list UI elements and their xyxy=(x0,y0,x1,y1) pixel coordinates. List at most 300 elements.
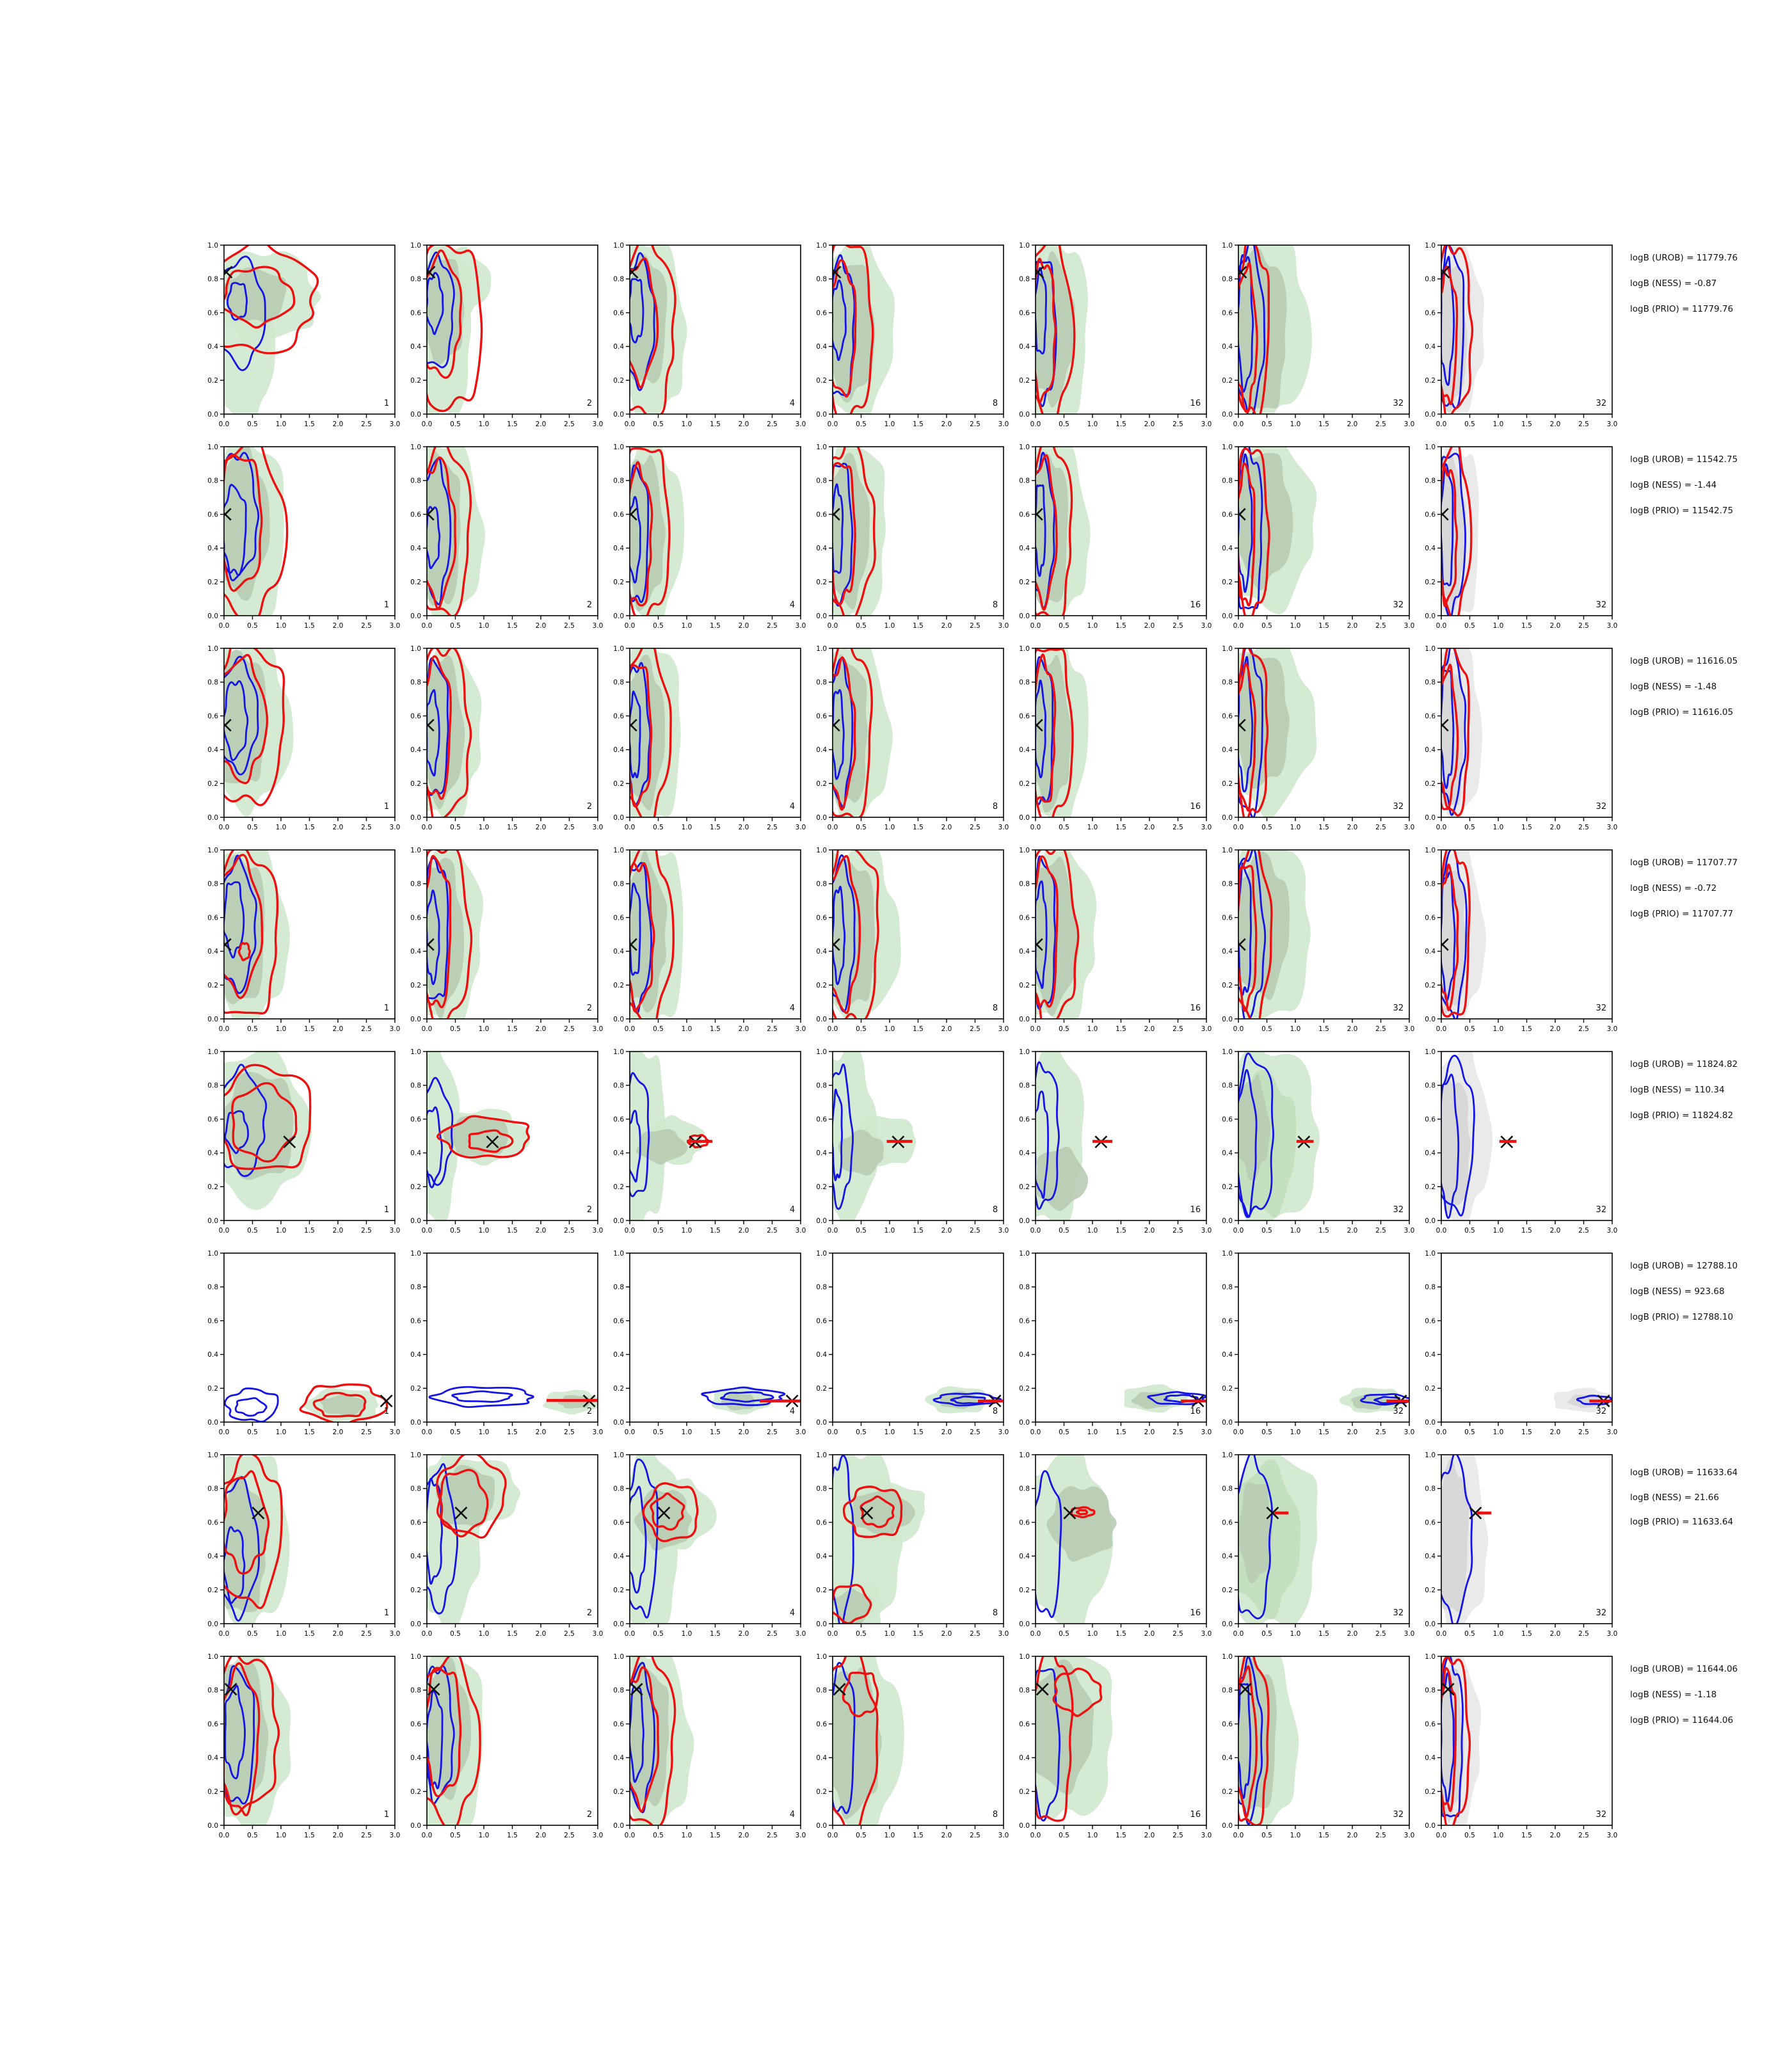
x-tick-label: 1.5 xyxy=(507,1227,518,1235)
x-tick-label: 0.0 xyxy=(1233,622,1244,630)
contour-layers xyxy=(1432,1644,1482,1834)
x-tick-label: 2.5 xyxy=(767,1227,778,1235)
y-tick-label: 1.0 xyxy=(816,1048,827,1056)
chain-count-label: 32 xyxy=(1393,1003,1404,1013)
y-tick-label: 0.6 xyxy=(816,1317,827,1325)
x-tick-label: 1.0 xyxy=(884,622,895,630)
contour-layers xyxy=(1224,1647,1299,1839)
y-tick-label: 0.8 xyxy=(816,880,827,888)
x-tick-label: 0.0 xyxy=(1030,1428,1041,1436)
subplot-r6-c4 xyxy=(799,1244,1016,1444)
y-tick-label: 0.4 xyxy=(410,545,421,553)
y-tick-label: 0.4 xyxy=(1425,1553,1436,1561)
y-tick-label: 0.8 xyxy=(1222,275,1233,284)
x-tick-label: 0.0 xyxy=(1030,420,1041,428)
y-tick-label: 0.2 xyxy=(816,1183,827,1191)
y-tick-label: 0.8 xyxy=(1222,1283,1233,1292)
contour-layers xyxy=(815,433,886,629)
x-tick-label: 2.5 xyxy=(1578,824,1589,831)
y-tick-label: 0.4 xyxy=(613,1351,624,1359)
x-tick-label: 0.0 xyxy=(218,1025,230,1033)
y-tick-label: 0.6 xyxy=(1425,1116,1436,1124)
y-tick-label: 0.4 xyxy=(816,1553,827,1561)
x-tick-label: 2.5 xyxy=(1375,1630,1386,1638)
x-tick-label: 1.5 xyxy=(1116,1832,1126,1839)
chain-count-label: 16 xyxy=(1190,1608,1201,1618)
x-tick-label: 0.5 xyxy=(653,420,664,428)
y-tick-label: 0.8 xyxy=(1019,1485,1030,1493)
x-tick-label: 2.5 xyxy=(361,622,372,630)
x-tick-label: 0.0 xyxy=(1436,420,1447,428)
x-tick-label: 0.5 xyxy=(653,824,664,831)
x-tick-label: 3.0 xyxy=(1606,622,1618,630)
y-tick-label: 0.4 xyxy=(207,746,218,755)
x-tick-label: 1.5 xyxy=(913,824,924,831)
x-tick-label: 2.5 xyxy=(1578,1630,1589,1638)
chain-count-label: 16 xyxy=(1190,801,1201,812)
y-tick-label: 0.4 xyxy=(410,343,421,351)
y-tick-label: 0.8 xyxy=(1019,1082,1030,1090)
y-tick-label: 1.0 xyxy=(1019,443,1030,451)
y-tick-label: 0.6 xyxy=(1425,511,1436,519)
contour-layers xyxy=(1431,644,1482,828)
x-tick-label: 0.0 xyxy=(624,1227,636,1235)
x-tick-label: 0.0 xyxy=(827,622,838,630)
x-tick-label: 0.5 xyxy=(653,622,664,630)
chain-count-label: 2 xyxy=(586,398,593,408)
x-tick-label: 2.5 xyxy=(970,1227,980,1235)
axis-ticks xyxy=(613,1250,806,1436)
x-tick-label: 1.0 xyxy=(478,1025,490,1033)
y-tick-label: 0.2 xyxy=(1425,1788,1436,1796)
y-tick-label: 0.0 xyxy=(1425,410,1436,419)
x-tick-label: 0.0 xyxy=(1436,622,1447,630)
y-tick-label: 0.2 xyxy=(1425,780,1436,788)
x-tick-label: 0.5 xyxy=(1464,1832,1475,1839)
x-tick-label: 3.0 xyxy=(592,824,604,831)
y-tick-label: 0.0 xyxy=(207,612,218,620)
y-tick-label: 0.8 xyxy=(410,1485,421,1493)
y-tick-label: 1.0 xyxy=(410,1652,421,1661)
filled-contour xyxy=(621,253,667,383)
y-tick-label: 1.0 xyxy=(410,1249,421,1258)
x-tick-label: 1.5 xyxy=(913,622,924,630)
x-tick-label: 2.5 xyxy=(361,1428,372,1436)
x-tick-label: 2.0 xyxy=(535,622,547,630)
x-tick-label: 2.5 xyxy=(1375,622,1386,630)
x-tick-label: 3.0 xyxy=(998,1025,1009,1033)
chain-count-label: 2 xyxy=(586,1608,593,1618)
x-tick-label: 0.5 xyxy=(1261,420,1272,428)
subplot-r8-c3 xyxy=(596,1647,813,1847)
y-tick-label: 0.0 xyxy=(1425,1418,1436,1427)
y-tick-label: 0.6 xyxy=(410,1519,421,1527)
y-tick-label: 0.6 xyxy=(1019,712,1030,721)
y-tick-label: 0.4 xyxy=(410,746,421,755)
x-tick-label: 3.0 xyxy=(1201,420,1212,428)
y-tick-label: 0.6 xyxy=(410,1317,421,1325)
x-tick-label: 3.0 xyxy=(389,1428,401,1436)
y-tick-label: 0.4 xyxy=(1019,1553,1030,1561)
y-tick-label: 0.8 xyxy=(1425,1082,1436,1090)
y-tick-label: 1.0 xyxy=(816,443,827,451)
y-tick-label: 0.6 xyxy=(816,511,827,519)
x-tick-label: 2.0 xyxy=(1549,1025,1561,1033)
x-tick-label: 1.0 xyxy=(1290,1428,1301,1436)
logb-urob-row5: logB (UROB) = 11824.82 xyxy=(1630,1059,1738,1069)
y-tick-label: 0.8 xyxy=(613,678,624,687)
x-tick-label: 1.0 xyxy=(1492,622,1504,630)
x-tick-label: 3.0 xyxy=(1201,1227,1212,1235)
y-tick-label: 0.6 xyxy=(207,309,218,317)
x-tick-label: 2.0 xyxy=(1347,1630,1358,1638)
subplot-r1-c3 xyxy=(596,236,813,436)
y-tick-label: 0.6 xyxy=(613,1720,624,1729)
x-tick-label: 0.0 xyxy=(1233,1227,1244,1235)
x-tick-label: 1.5 xyxy=(1318,824,1329,831)
x-tick-label: 3.0 xyxy=(389,622,401,630)
contour-layers xyxy=(1219,237,1312,430)
subplot-r3-c3 xyxy=(596,639,813,839)
subplot-r5-c5 xyxy=(1002,1043,1219,1242)
y-tick-label: 0.2 xyxy=(1019,1587,1030,1594)
y-tick-label: 0.4 xyxy=(410,1351,421,1359)
x-tick-label: 2.0 xyxy=(1549,1832,1561,1839)
x-tick-label: 2.5 xyxy=(1578,1832,1589,1839)
chain-count-label: 16 xyxy=(1190,398,1201,408)
x-tick-label: 2.5 xyxy=(564,420,575,428)
y-tick-label: 0.8 xyxy=(1019,1686,1030,1695)
x-tick-label: 1.0 xyxy=(681,1428,692,1436)
subplot-r4-c2 xyxy=(394,841,611,1041)
y-tick-label: 0.6 xyxy=(1425,914,1436,922)
x-tick-label: 0.0 xyxy=(1436,824,1447,831)
x-tick-label: 1.5 xyxy=(913,1630,924,1638)
x-tick-label: 1.0 xyxy=(275,622,287,630)
y-tick-label: 0.8 xyxy=(613,1082,624,1090)
logb-ness-row1: logB (NESS) = -0.87 xyxy=(1630,278,1717,289)
y-tick-label: 0.2 xyxy=(613,377,624,385)
subplot-r8-c2 xyxy=(394,1647,611,1847)
y-tick-label: 0.2 xyxy=(410,579,421,586)
x-tick-label: 1.5 xyxy=(507,1832,518,1839)
x-tick-label: 3.0 xyxy=(1201,1832,1212,1839)
chain-count-label: 4 xyxy=(789,1608,796,1618)
x-tick-label: 1.5 xyxy=(913,420,924,428)
y-tick-label: 1.0 xyxy=(207,644,218,653)
x-tick-label: 3.0 xyxy=(1404,622,1415,630)
x-tick-label: 1.5 xyxy=(507,420,518,428)
y-tick-label: 0.8 xyxy=(207,1082,218,1090)
chain-count-label: 32 xyxy=(1596,801,1607,812)
x-tick-label: 1.0 xyxy=(884,420,895,428)
x-tick-label: 2.5 xyxy=(767,1025,778,1033)
x-tick-label: 3.0 xyxy=(389,1025,401,1033)
x-tick-label: 1.0 xyxy=(681,622,692,630)
y-tick-label: 0.4 xyxy=(1425,948,1436,956)
y-tick-label: 1.0 xyxy=(207,443,218,451)
x-tick-label: 0.0 xyxy=(1030,1630,1041,1638)
x-tick-label: 0.5 xyxy=(1261,1025,1272,1033)
y-tick-label: 0.8 xyxy=(613,477,624,485)
y-tick-label: 0.0 xyxy=(613,1217,624,1225)
x-tick-label: 1.5 xyxy=(507,824,518,831)
y-tick-label: 0.0 xyxy=(613,1620,624,1628)
y-tick-label: 0.6 xyxy=(613,1519,624,1527)
x-tick-label: 3.0 xyxy=(1404,1630,1415,1638)
filled-contour xyxy=(1432,1075,1470,1215)
chain-count-label: 1 xyxy=(383,1204,390,1215)
subplot-r2-c5 xyxy=(1002,438,1219,637)
subplot-r5-c3 xyxy=(596,1043,813,1242)
y-tick-label: 0.4 xyxy=(613,343,624,351)
x-tick-label: 1.5 xyxy=(710,1428,721,1436)
y-tick-label: 0.4 xyxy=(207,1754,218,1763)
y-tick-label: 0.4 xyxy=(1222,545,1233,553)
y-tick-label: 1.0 xyxy=(207,241,218,250)
y-tick-label: 0.6 xyxy=(410,914,421,922)
x-tick-label: 2.0 xyxy=(332,824,344,831)
x-tick-label: 2.5 xyxy=(1172,1025,1183,1033)
y-tick-label: 0.0 xyxy=(1222,1620,1233,1628)
subplot-r4-c5 xyxy=(1002,841,1219,1041)
x-tick-label: 0.5 xyxy=(856,1832,867,1839)
y-tick-label: 0.2 xyxy=(410,1788,421,1796)
contour-layers xyxy=(411,831,483,1032)
x-tick-label: 1.0 xyxy=(1087,1832,1098,1839)
y-tick-label: 1.0 xyxy=(1019,1048,1030,1056)
x-tick-label: 0.5 xyxy=(450,420,461,428)
x-tick-label: 1.0 xyxy=(681,1630,692,1638)
x-tick-label: 2.5 xyxy=(767,824,778,831)
y-tick-label: 0.8 xyxy=(1222,1686,1233,1695)
y-tick-label: 0.6 xyxy=(207,1720,218,1729)
y-tick-label: 0.2 xyxy=(816,377,827,385)
chain-count-label: 2 xyxy=(586,600,593,610)
x-tick-label: 1.0 xyxy=(478,1227,490,1235)
y-tick-label: 0.2 xyxy=(613,1183,624,1191)
x-tick-label: 3.0 xyxy=(795,1630,806,1638)
y-tick-label: 0.0 xyxy=(1425,1821,1436,1830)
chain-count-label: 8 xyxy=(992,1608,998,1618)
chain-count-label: 4 xyxy=(789,1204,796,1215)
y-tick-label: 1.0 xyxy=(207,846,218,854)
contour-layers xyxy=(1020,833,1096,1030)
y-tick-label: 0.4 xyxy=(1019,1754,1030,1763)
x-tick-label: 2.0 xyxy=(738,1025,749,1033)
y-tick-label: 1.0 xyxy=(1019,1249,1030,1258)
x-tick-label: 0.5 xyxy=(1059,1227,1069,1235)
subplot-r7-c5 xyxy=(1002,1446,1219,1645)
x-tick-label: 1.0 xyxy=(478,622,490,630)
contour-layers xyxy=(1432,840,1486,1029)
x-tick-label: 2.0 xyxy=(738,622,749,630)
y-tick-label: 0.6 xyxy=(410,511,421,519)
x-tick-label: 2.0 xyxy=(332,1025,344,1033)
x-tick-label: 3.0 xyxy=(795,1227,806,1235)
subplot-r7-c3 xyxy=(596,1446,813,1645)
x-tick-label: 2.0 xyxy=(535,1025,547,1033)
y-tick-label: 1.0 xyxy=(1425,443,1436,451)
x-tick-label: 1.5 xyxy=(1521,1630,1532,1638)
subplot-r7-c6 xyxy=(1205,1446,1422,1645)
y-tick-label: 0.0 xyxy=(1425,612,1436,620)
contour-layers xyxy=(410,1038,529,1226)
x-tick-label: 2.0 xyxy=(1549,622,1561,630)
contour-layers xyxy=(206,840,290,1032)
x-tick-label: 2.5 xyxy=(970,1630,980,1638)
subplot-r4-c6 xyxy=(1205,841,1422,1041)
logb-ness-row7: logB (NESS) = 21.66 xyxy=(1630,1492,1719,1503)
x-tick-label: 0.0 xyxy=(1436,1832,1447,1839)
x-tick-label: 0.5 xyxy=(247,1630,258,1638)
y-tick-label: 0.0 xyxy=(613,1015,624,1023)
subplot-r1-c5 xyxy=(1002,236,1219,436)
logb-urob-row2: logB (UROB) = 11542.75 xyxy=(1630,454,1738,465)
y-tick-label: 0.8 xyxy=(1425,477,1436,485)
x-tick-label: 0.0 xyxy=(218,1630,230,1638)
logb-prio-row8: logB (PRIO) = 11644.06 xyxy=(1630,1715,1734,1725)
subplot-r2-c1 xyxy=(191,438,408,637)
x-tick-label: 0.5 xyxy=(247,1227,258,1235)
x-tick-label: 0.0 xyxy=(218,1428,230,1436)
x-tick-label: 0.0 xyxy=(421,1227,433,1235)
subplot-r1-c7 xyxy=(1408,236,1625,436)
y-tick-label: 0.8 xyxy=(1222,1082,1233,1090)
contour-layers xyxy=(1554,1388,1616,1412)
x-tick-label: 0.0 xyxy=(1436,1227,1447,1235)
y-tick-label: 1.0 xyxy=(410,846,421,854)
y-tick-label: 0.2 xyxy=(1425,1385,1436,1393)
y-tick-label: 0.0 xyxy=(816,410,827,419)
x-tick-label: 2.0 xyxy=(1144,622,1155,630)
y-tick-label: 1.0 xyxy=(207,1048,218,1056)
y-tick-label: 0.4 xyxy=(207,1149,218,1158)
x-tick-label: 2.0 xyxy=(1144,420,1155,428)
x-tick-label: 1.0 xyxy=(1290,1630,1301,1638)
x-tick-label: 1.0 xyxy=(1290,1832,1301,1839)
chain-count-label: 32 xyxy=(1596,1809,1607,1820)
y-tick-label: 0.2 xyxy=(1425,1587,1436,1594)
y-tick-label: 0.6 xyxy=(207,1519,218,1527)
logb-urob-row4: logB (UROB) = 11707.77 xyxy=(1630,858,1738,868)
x-tick-label: 3.0 xyxy=(389,420,401,428)
y-tick-label: 0.2 xyxy=(207,1385,218,1393)
x-tick-label: 0.0 xyxy=(624,1025,636,1033)
x-tick-label: 2.0 xyxy=(738,1428,749,1436)
chain-count-label: 2 xyxy=(586,1809,593,1820)
y-tick-label: 1.0 xyxy=(410,241,421,250)
x-tick-label: 2.0 xyxy=(1347,622,1358,630)
x-tick-label: 2.0 xyxy=(738,824,749,831)
x-tick-label: 3.0 xyxy=(1404,1025,1415,1033)
x-tick-label: 1.0 xyxy=(1492,1832,1504,1839)
x-tick-label: 0.5 xyxy=(1059,1025,1069,1033)
y-tick-label: 0.2 xyxy=(207,377,218,385)
x-tick-label: 3.0 xyxy=(1606,824,1618,831)
chain-count-label: 8 xyxy=(992,1406,998,1416)
x-tick-label: 0.5 xyxy=(1059,420,1069,428)
y-tick-label: 0.6 xyxy=(613,712,624,721)
y-tick-label: 0.2 xyxy=(613,1385,624,1393)
x-tick-label: 1.0 xyxy=(478,420,490,428)
contour-layers xyxy=(813,838,901,1037)
subplot-r3-c6 xyxy=(1205,639,1422,839)
x-tick-label: 1.5 xyxy=(913,1428,924,1436)
y-tick-label: 1.0 xyxy=(1425,1652,1436,1661)
chain-count-label: 32 xyxy=(1393,398,1404,408)
y-tick-label: 0.4 xyxy=(1222,1149,1233,1158)
x-tick-label: 0.5 xyxy=(1261,1832,1272,1839)
x-tick-label: 1.5 xyxy=(304,1025,315,1033)
y-tick-label: 0.4 xyxy=(1425,343,1436,351)
y-tick-label: 0.2 xyxy=(1222,982,1233,989)
y-tick-label: 0.8 xyxy=(1019,1283,1030,1292)
y-tick-label: 0.6 xyxy=(410,309,421,317)
x-tick-label: 2.5 xyxy=(1375,420,1386,428)
contour-layers xyxy=(817,637,893,831)
y-tick-label: 0.4 xyxy=(1425,746,1436,755)
x-tick-label: 2.5 xyxy=(1172,622,1183,630)
x-tick-label: 3.0 xyxy=(795,622,806,630)
y-tick-label: 0.8 xyxy=(1019,275,1030,284)
subplot-r5-c6 xyxy=(1205,1043,1422,1242)
x-tick-label: 0.5 xyxy=(1261,824,1272,831)
contour-layers xyxy=(1027,1444,1117,1633)
x-tick-label: 1.5 xyxy=(710,1832,721,1839)
y-tick-label: 1.0 xyxy=(1222,644,1233,653)
y-tick-label: 0.4 xyxy=(207,545,218,553)
x-tick-label: 1.5 xyxy=(710,1227,721,1235)
x-tick-label: 1.0 xyxy=(275,1630,287,1638)
y-tick-label: 0.2 xyxy=(410,1587,421,1594)
logb-ness-row6: logB (NESS) = 923.68 xyxy=(1630,1286,1725,1297)
subplot-r7-c2 xyxy=(394,1446,611,1645)
y-tick-label: 1.0 xyxy=(1425,1048,1436,1056)
subplot-r8-c1 xyxy=(191,1647,408,1847)
x-tick-label: 0.5 xyxy=(247,1832,258,1839)
x-tick-label: 0.0 xyxy=(421,1428,433,1436)
y-tick-label: 1.0 xyxy=(207,1249,218,1258)
y-tick-label: 1.0 xyxy=(1425,644,1436,653)
x-tick-label: 2.5 xyxy=(767,420,778,428)
y-tick-label: 0.4 xyxy=(613,746,624,755)
logb-prio-row1: logB (PRIO) = 11779.76 xyxy=(1630,304,1734,314)
x-tick-label: 1.5 xyxy=(913,1832,924,1839)
y-tick-label: 0.2 xyxy=(613,982,624,989)
y-tick-label: 0.2 xyxy=(1222,1183,1233,1191)
x-tick-label: 2.5 xyxy=(361,420,372,428)
y-tick-label: 1.0 xyxy=(1222,443,1233,451)
x-tick-label: 1.5 xyxy=(1116,622,1126,630)
subplot-r1-c1 xyxy=(191,236,408,436)
subplot-r7-c7 xyxy=(1408,1446,1625,1645)
chain-count-label: 4 xyxy=(789,398,796,408)
x-tick-label: 2.5 xyxy=(1578,1428,1589,1436)
contour-layers xyxy=(612,637,681,826)
subplot-r3-c7 xyxy=(1408,639,1625,839)
x-tick-label: 3.0 xyxy=(998,1832,1009,1839)
y-tick-label: 0.6 xyxy=(613,309,624,317)
y-tick-label: 0.8 xyxy=(1425,1283,1436,1292)
y-tick-label: 0.6 xyxy=(1019,1519,1030,1527)
x-tick-label: 2.5 xyxy=(564,1025,575,1033)
y-tick-label: 0.8 xyxy=(1222,1485,1233,1493)
x-tick-label: 1.0 xyxy=(1290,1227,1301,1235)
chain-count-label: 16 xyxy=(1190,1809,1201,1820)
contour-layers xyxy=(412,632,482,829)
x-tick-label: 3.0 xyxy=(1201,1025,1212,1033)
